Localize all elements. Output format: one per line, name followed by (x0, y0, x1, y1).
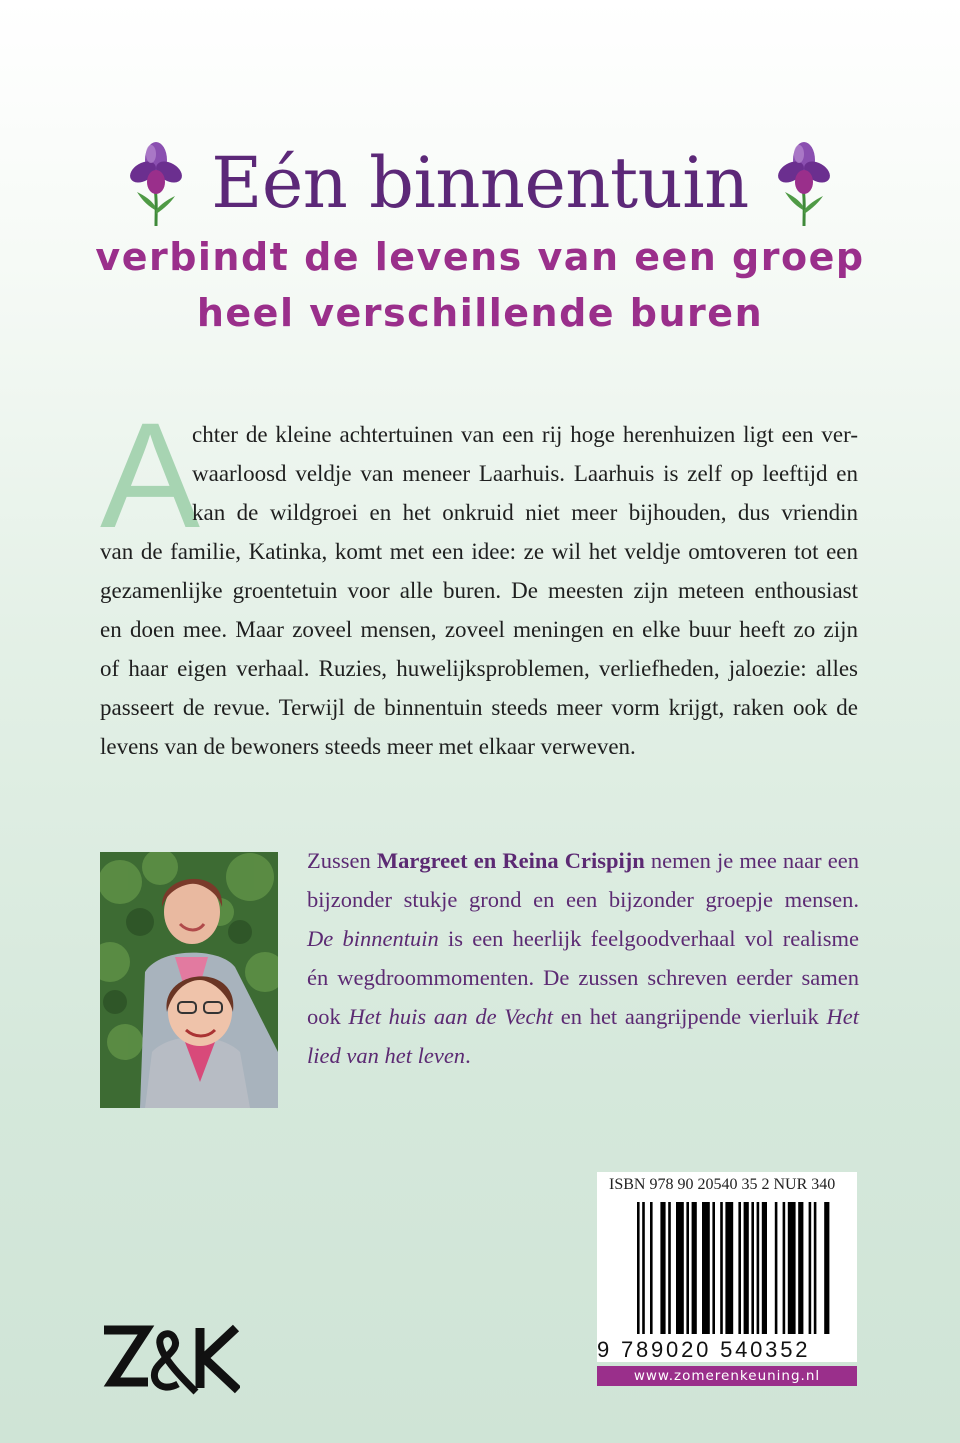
barcode (597, 1172, 857, 1362)
barcode-bar (738, 1202, 741, 1334)
description-line: van de familie, Katinka, komt met een idee: ze wil het veldje omtoveren tot een (100, 539, 858, 564)
barcode-bar (702, 1202, 710, 1334)
bio-line: bijzonder stukje grond en een bijzonder groepje mensen. (307, 887, 859, 912)
barcode-bar (809, 1202, 812, 1334)
barcode-bar (783, 1202, 786, 1334)
bio-line: De binnentuin is een heerlijk feelgoodverhaal vol realisme (307, 926, 859, 951)
description-line: kan de wildgroei en het onkruid niet meer bijhouden, dus vriendin (192, 500, 858, 525)
barcode-bar (637, 1202, 640, 1334)
barcode-bar (757, 1202, 760, 1334)
bio-line: ook Het huis aan de Vecht en het aangrijpende vierluik Het (307, 1004, 859, 1029)
subtitle-line: verbindt de levens van een groep (95, 235, 865, 279)
barcode-bar (824, 1202, 829, 1334)
barcode-bar (650, 1202, 653, 1334)
barcode-bar (725, 1202, 733, 1334)
barcode-bar (686, 1202, 689, 1334)
barcode-bar (692, 1202, 697, 1334)
bio-line: Zussen Margreet en Reina Crispijn nemen je mee naar een (307, 848, 859, 873)
description-line: gezamenlijke groentetuin voor alle buren. De meesten zijn meteen enthousiast (100, 578, 858, 603)
barcode-bar (712, 1202, 715, 1334)
author-photo (100, 852, 278, 1108)
barcode-bar (814, 1202, 817, 1334)
description-line: chter de kleine achtertuinen van een rij hoge herenhuizen ligt een ver- (192, 422, 858, 447)
barcode-bars (597, 1202, 857, 1334)
barcode-bar (642, 1202, 645, 1334)
publisher-website: www.zomerenkeuning.nl (597, 1366, 857, 1386)
barcode-bar (788, 1202, 796, 1334)
barcode-bar (676, 1202, 684, 1334)
barcode-bar (775, 1202, 778, 1334)
bio-line: én wegdroommomenten. De zussen schreven eerder samen (307, 965, 859, 990)
description-line: passeert de revue. Terwijl de binnentuin steeds meer vorm krijgt, raken ook de (100, 695, 858, 720)
iris-flower-icon (123, 140, 189, 226)
author-names: Margreet en Reina Crispijn (376, 848, 645, 873)
drop-cap: A (100, 391, 201, 559)
isbn-text: ISBN 978 90 20540 35 2 NUR 340 (609, 1176, 836, 1193)
subtitle-line: heel verschillende buren (196, 291, 764, 335)
barcode-bar (720, 1202, 723, 1334)
bio-line: lied van het leven. (307, 1043, 471, 1068)
book-title-italic: De binnentuin (307, 926, 439, 951)
barcode-bar (751, 1202, 754, 1334)
barcode-bar (668, 1202, 671, 1334)
description-line: en doen mee. Maar zoveel mensen, zoveel meningen en elke buur heeft zo zijn (100, 617, 858, 642)
publisher-logo (100, 1318, 240, 1400)
description-line: levens van de bewoners steeds meer met elkaar verweven. (100, 734, 636, 759)
iris-flower-icon (771, 140, 837, 226)
description-line: of haar eigen verhaal. Ruzies, huwelijksproblemen, verliefheden, jaloezie: alles (100, 656, 858, 681)
barcode-bar (798, 1202, 803, 1334)
book-title: Eén binnentuin (211, 142, 749, 224)
barcode-bar (660, 1202, 665, 1334)
description-line: waarloosd veldje van meneer Laarhuis. Laarhuis is zelf op leeftijd en (192, 461, 858, 486)
barcode-bar (744, 1202, 749, 1334)
barcode-bar (762, 1202, 767, 1334)
barcode-digits: 9 789020 540352 (597, 1337, 811, 1362)
title-row (0, 138, 960, 228)
